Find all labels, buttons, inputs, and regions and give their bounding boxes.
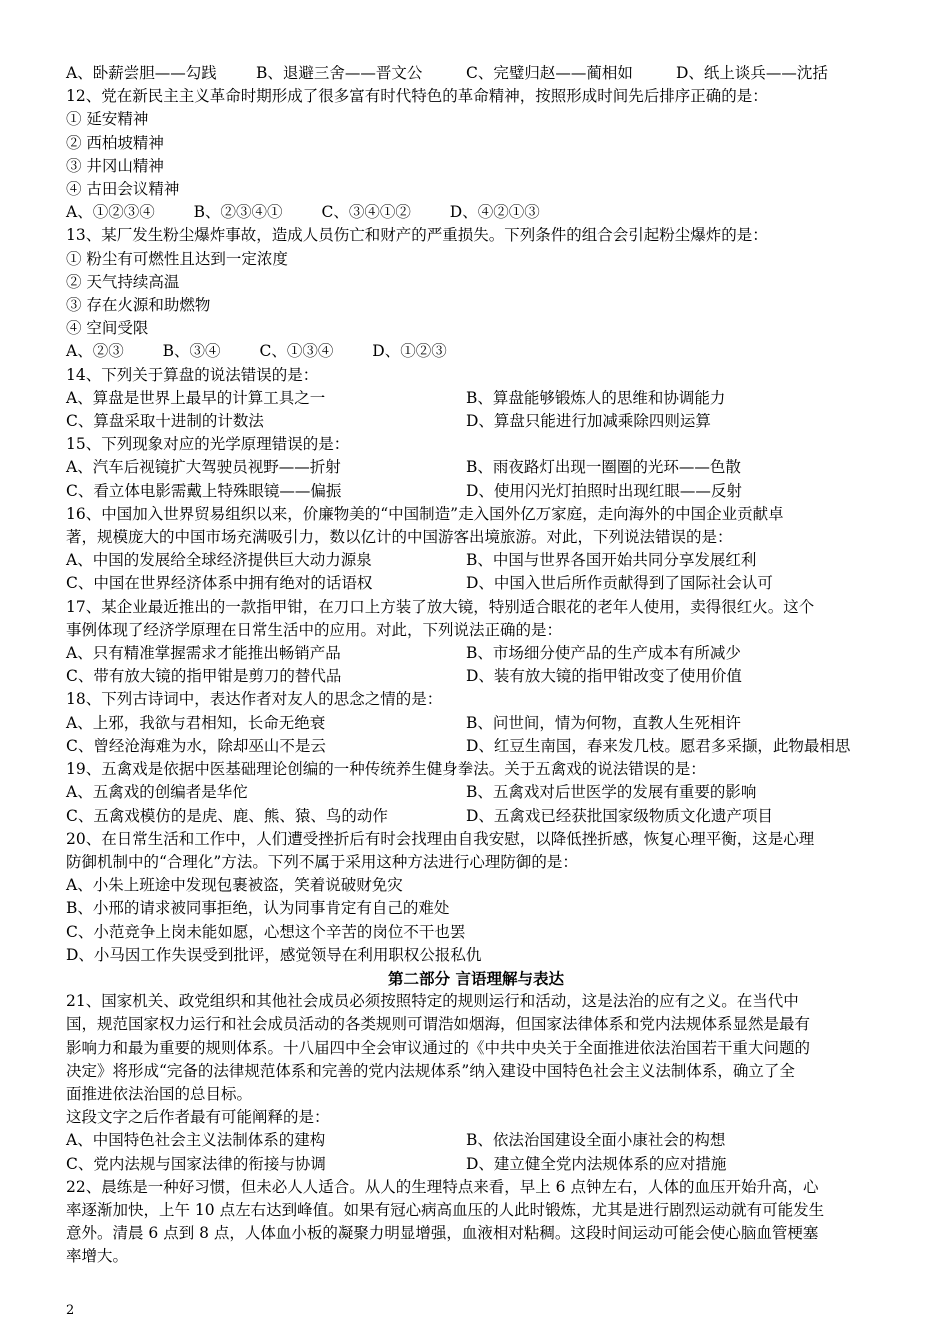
- q16-option-a: A、中国的发展给全球经济提供巨大动力源泉: [66, 551, 372, 570]
- q13-item-2: ② 天气持续高温: [66, 272, 180, 291]
- q11-option-c: C、完璧归赵——蔺相如: [466, 64, 633, 82]
- q14-options-ab: [66, 387, 886, 410]
- q11-option-a: A、卧薪尝胆——勾践: [66, 64, 217, 82]
- q12-item-2: ② 西柏坡精神: [66, 133, 164, 152]
- q21-stem-line-2: 国，规范国家权力运行和社会成员活动的各类规则可谓浩如烟海，但国家法律体系和党内法规体系显然是最有: [66, 1015, 811, 1034]
- q13-item-1: ① 粉尘有可燃性且达到一定浓度: [66, 249, 288, 268]
- q11-option-b: B、退避三舍——晋文公: [256, 64, 423, 82]
- q15-options-cd: [66, 480, 886, 503]
- q21-question: 这段文字之后作者最有可能阐释的是：: [66, 1108, 330, 1127]
- q19-options-ab: [66, 781, 886, 804]
- q17-option-b: B、市场细分使产品的生产成本有所减少: [466, 644, 741, 663]
- q22-stem-line-2: 率逐渐加快，上午 10 点左右达到峰值。如果有冠心病高血压的人此时锻炼，尤其是进行剧烈运动就有可能发生: [66, 1200, 825, 1219]
- q17-stem-line-2: 事例体现了经济学原理在日常生活中的应用。对此，下列说法正确的是：: [66, 620, 563, 639]
- q20-option-d: D、小马因工作失误受到批评，感觉领导在利用职权公报私仇: [66, 945, 482, 964]
- q13-options: [66, 340, 886, 363]
- q22-stem-line-1: 22、晨练是一种好习惯，但未必人人适合。从人的生理特点来看，早上 6 点钟左右，人体的血压开始升高，心: [66, 1177, 819, 1196]
- q21-stem-line-4: 决定》将形成“完备的法律规范体系和完善的党内法规体系”纳入建设中国特色社会主义法制体系，确立了全: [66, 1061, 795, 1080]
- q13-option-b: B、③④: [162, 342, 221, 361]
- q11-option-d: D、纸上谈兵——沈括: [676, 64, 828, 82]
- q14-option-c: C、算盘采取十进制的计数法: [66, 412, 264, 431]
- q12-item-3: ③ 井冈山精神: [66, 156, 164, 175]
- q16-option-d: D、中国入世后所作贡献得到了国际社会认可: [466, 574, 773, 593]
- q19-option-b: B、五禽戏对后世医学的发展有重要的影响: [466, 783, 757, 802]
- q18-option-b: B、问世间，情为何物，直教人生死相许: [466, 713, 741, 732]
- q11-options: [66, 62, 886, 85]
- q20-option-a: A、小朱上班途中发现包裹被盗，笑着说破财免灾: [66, 876, 403, 895]
- q12-option-b: B、②③④①: [193, 203, 283, 222]
- q14-stem: 14、下列关于算盘的说法错误的是：: [66, 365, 319, 384]
- q18-option-a: A、上邪，我欲与君相知，长命无绝衰: [66, 713, 326, 732]
- q12-stem: 12、党在新民主主义革命时期形成了很多富有时代特色的革命精神，按照形成时间先后排序正确的是：: [66, 87, 768, 106]
- q22-stem-line-3: 意外。清晨 6 点到 8 点，人体血小板的凝聚力明显增强，血液相对粘稠。这段时间运动可能会使心脑血管梗塞: [66, 1224, 819, 1243]
- q16-stem-line-2: 著，规模庞大的中国市场充满吸引力，数以亿计的中国游客出境旅游。对此，下列说法错误的是：: [66, 528, 733, 547]
- q18-stem: 18、下列古诗词中，表达作者对友人的思念之情的是：: [66, 690, 443, 709]
- q21-stem-line-1: 21、国家机关、政党组织和其他社会成员必须按照特定的规则运行和活动，这是法治的应有之义。在当代中: [66, 992, 799, 1011]
- q19-option-a: A、五禽戏的创编者是华佗: [66, 783, 248, 802]
- q14-option-b: B、算盘能够锻炼人的思维和协调能力: [466, 388, 726, 407]
- q21-stem-line-5: 面推进依法治国的总目标。: [66, 1084, 253, 1103]
- q15-option-a: A、汽车后视镜扩大驾驶员视野——折射: [66, 458, 341, 477]
- q12-option-d: D、④②①③: [449, 203, 540, 222]
- q18-option-d: D、红豆生南国，春来发几枝。愿君多采撷，此物最相思: [466, 736, 851, 755]
- q15-options-ab: [66, 456, 886, 479]
- q17-option-a: A、只有精准掌握需求才能推出畅销产品: [66, 644, 341, 663]
- q14-options-cd: [66, 410, 886, 433]
- q12-item-4: ④ 古田会议精神: [66, 180, 180, 199]
- q19-option-d: D、五禽戏已经获批国家级物质文化遗产项目: [466, 806, 773, 825]
- page-number: 2: [66, 1303, 75, 1318]
- q22-stem-line-4: 率增大。: [66, 1247, 129, 1266]
- q21-stem-line-3: 影响力和最为重要的规则体系。十八届四中全会审议通过的《中共中央关于全面推进依法治国若干重大问题的: [66, 1038, 811, 1057]
- q16-options-cd: [66, 572, 886, 595]
- q18-option-c: C、曾经沧海难为水，除却巫山不是云: [66, 736, 326, 755]
- q18-options-ab: [66, 712, 886, 735]
- q19-options-cd: [66, 805, 886, 828]
- exam-page: [66, 62, 886, 1269]
- q21-options-ab: [66, 1129, 886, 1152]
- q15-option-d: D、使用闪光灯拍照时出现红眼——反射: [466, 481, 742, 500]
- q13-stem: 13、某厂发生粉尘爆炸事故，造成人员伤亡和财产的严重损失。下列条件的组合会引起粉尘爆炸的是：: [66, 226, 768, 245]
- q15-option-b: B、雨夜路灯出现一圈圈的光环——色散: [466, 458, 741, 477]
- q21-option-c: C、党内法规与国家法律的衔接与协调: [66, 1154, 326, 1173]
- q19-option-c: C、五禽戏模仿的是虎、鹿、熊、猿、鸟的动作: [66, 806, 388, 825]
- q12-item-1: ① 延安精神: [66, 110, 149, 129]
- q16-stem-line-1: 16、中国加入世界贸易组织以来，价廉物美的“中国制造”走入国外亿万家庭，走向海外的中国企业贡献卓: [66, 504, 784, 523]
- q14-option-a: A、算盘是世界上最早的计算工具之一: [66, 388, 326, 407]
- q19-stem: 19、五禽戏是依据中医基础理论创编的一种传统养生健身拳法。关于五禽戏的说法错误的是：: [66, 760, 706, 779]
- q20-option-b: B、小邢的请求被同事拒绝，认为同事肯定有自己的难处: [66, 899, 450, 918]
- q15-option-c: C、看立体电影需戴上特殊眼镜——偏振: [66, 481, 342, 500]
- q16-options-ab: [66, 549, 886, 572]
- q13-item-4: ④ 空间受限: [66, 319, 149, 338]
- q21-options-cd: [66, 1153, 886, 1176]
- q12-option-a: A、①②③④: [66, 203, 155, 222]
- q21-option-b: B、依法治国建设全面小康社会的构想: [466, 1131, 726, 1150]
- q14-option-d: D、算盘只能进行加减乘除四则运算: [466, 412, 711, 431]
- q13-option-d: D、①②③: [372, 342, 447, 361]
- q15-stem: 15、下列现象对应的光学原理错误的是：: [66, 435, 350, 454]
- q16-option-b: B、中国与世界各国开始共同分享发展红利: [466, 551, 757, 570]
- q20-stem-line-2: 防御机制中的“合理化”方法。下列不属于采用这种方法进行心理防御的是：: [66, 852, 578, 871]
- q20-stem-line-1: 20、在日常生活和工作中，人们遭受挫折后有时会找理由自我安慰，以降低挫折感，恢复心理平衡，这是心理: [66, 829, 815, 848]
- q17-stem-line-1: 17、某企业最近推出的一款指甲钳，在刀口上方装了放大镜，特别适合眼花的老年人使用，卖得很红火。这个: [66, 597, 815, 616]
- q16-option-c: C、中国在世界经济体系中拥有绝对的话语权: [66, 574, 373, 593]
- section-title: 第二部分 言语理解与表达: [388, 968, 564, 988]
- q20-option-c: C、小范竞争上岗未能如愿，心想这个辛苦的岗位不干也罢: [66, 922, 466, 941]
- q18-options-cd: [66, 735, 886, 758]
- q13-option-c: C、①③④: [259, 342, 334, 361]
- q21-option-a: A、中国特色社会主义法制体系的建构: [66, 1131, 326, 1150]
- q17-option-d: D、装有放大镜的指甲钳改变了使用价值: [466, 667, 742, 686]
- q17-options-ab: [66, 642, 886, 665]
- q17-options-cd: [66, 665, 886, 688]
- q12-option-c: C、③④①②: [321, 203, 411, 222]
- q17-option-c: C、带有放大镜的指甲钳是剪刀的替代品: [66, 667, 342, 686]
- q13-option-a: A、②③: [66, 342, 124, 361]
- q13-item-3: ③ 存在火源和助燃物: [66, 296, 211, 315]
- q21-option-d: D、建立健全党内法规体系的应对措施: [466, 1154, 727, 1173]
- q12-options: [66, 201, 886, 224]
